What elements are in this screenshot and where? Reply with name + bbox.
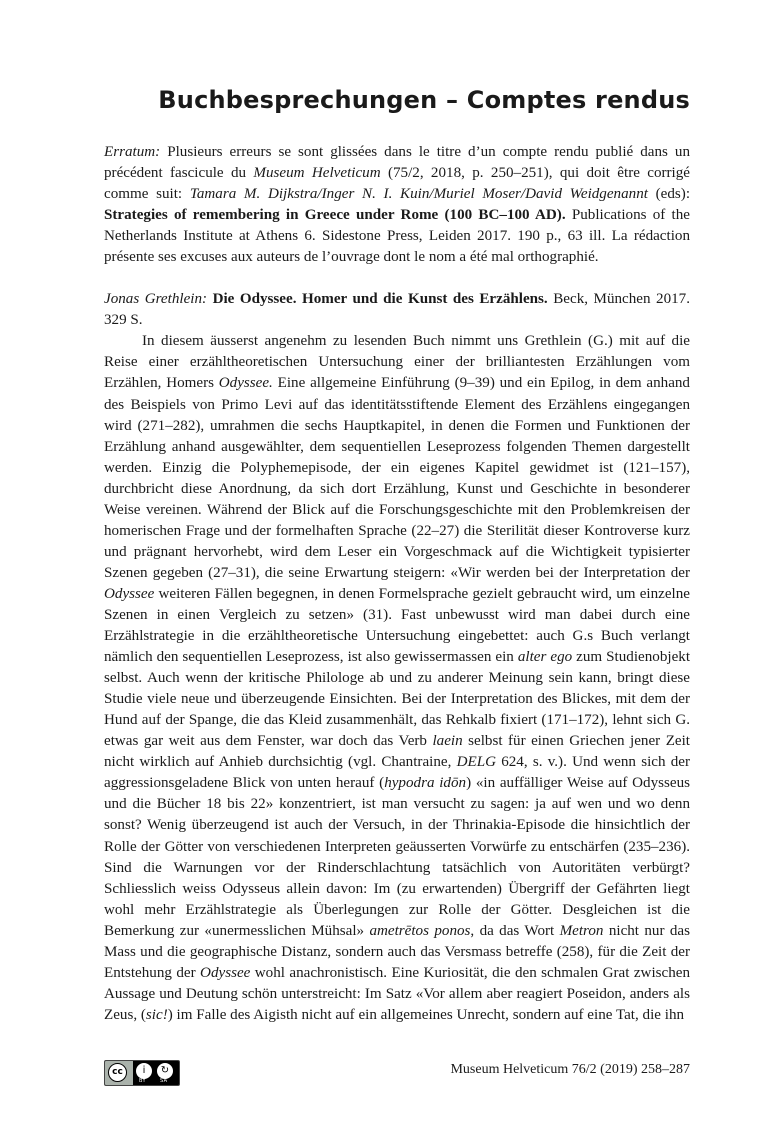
erratum-book-title: Strategies of remembering in Greece under Rome (100 BC–100 AD). xyxy=(104,207,566,224)
review-book-title: Die Odyssee. Homer und die Kunst des Erzählens. xyxy=(212,291,548,308)
review-header xyxy=(104,289,690,331)
by-label: BY xyxy=(139,1078,146,1084)
by-attribution-icon: i xyxy=(136,1063,152,1079)
cc-icon: cc xyxy=(108,1063,127,1082)
review-author: Jonas Grethlein: xyxy=(104,291,208,308)
erratum-editors: Tamara M. Dijkstra/Inger N. I. Kuin/Muriel Moser/David Weidgenannt xyxy=(189,186,648,203)
page-footer xyxy=(104,1060,690,1088)
sa-label: SA xyxy=(160,1078,168,1084)
cc-license-badge[interactable] xyxy=(104,1060,180,1086)
erratum-paragraph: Erratum: Plusieurs erreurs se sont glissées dans le titre d’un compte rendu publié dans un précédent fascicule du Museum Helveticum (75/2, 2018, p. 250–251), qui doit être corrigé comme suit: Tamara M. Dijkstra/Inger N. I. Kuin/Muriel Moser/David Weidgenannt (eds): Strategies of remembering in Greece under Rome (100 BC–100 AD). Publications of the Netherlands Institute at Athens 6. Sidestone Press, Leiden 2017. 190 p., 63 ill. La rédaction présente ses excuses aux auteurs de l’ouvrage dont le nom a été mal orthographié. xyxy=(104,144,691,266)
journal-name: Museum Helveticum xyxy=(253,165,381,182)
journal-citation: Museum Helveticum 76/2 (2019) 258–287 xyxy=(450,1062,690,1077)
review-paragraph: In diesem äusserst angenehm zu lesenden Buch nimmt uns Grethlein (G.) mit auf die Reise einer erzähltheoretischen Untersuchung einer der brilliantesten Erzählungen vom Erzählen, Homers Odyssee. Eine allgemeine Einführung (9–39) und ein Epilog, in dem anhand des Beispiels von Primo Levi auf das identitätsstiftende Element des Erzählens eingegangen wird (271–282), umrahmen die sechs Hauptkapitel, in denen die Formen und Funktionen der Erzählung anhand ausgewählter, dem sequentiellen Leseprozess folgenden Themen dargestellt werden. Einzig die Polyphemepisode, der ein eigenes Kapitel gewidmet ist (121–157), durchbricht diese Anordnung, da sich dort Erzählung, Kunst und Geschichte in besonderer Weise vereinen. Während der Blick auf die Forschungsgeschichte mit den Problemkreisen der homerischen Frage und der formelhaften Sprache (22–27) die Sterilität dieser Kontroverse kurz und prägnant hervorhebt, wird dem Leser ein Vorgeschmack auf die Wichtigkeit typisierter Szenen gegeben (27–31), die seine Erwartung steigern: «Wir werden bei der Interpretation der Odyssee weiteren Fällen begegnen, in denen Formelsprache gezielt gebraucht wird, um einzelne Szenen in einen Vergleich zu setzen» (31). Fast unbewusst wird man dabei durch eine Erzählstrategie in die erzähltheoretische Untersuchung eingebettet: auch G.s Buch verlangt nämlich den sequentiellen Leseprozess, ist also gewissermassen ein alter ego zum Studienobjekt selbst. Auch wenn der kritische Philologe ab und zu anderer Meinung sein kann, bringt diese Studie viele neue und überzeugende Einsichten. Bei der Interpretation des Blickes, mit dem der Hund auf der Spange, die das Kleid zusammenhält, das Rehkalb fixiert (171–172), lehnt sich G. etwas gar weit aus dem Fenster, war doch das Verb laein selbst für einen Griechen jener Zeit nicht wirklich auf Anhieb durchsichtig (vgl. Chantraine, DELG 624, s. v.). Und wenn sich der aggressionsgeladene Blick von unten herauf (hypodra idōn) «in auffälliger Weise auf Odysseus und die Bücher 18 bis 22» konzentriert, ist man versucht zu sagen: ja auf wen und wo denn sonst? Wenig überzeugend ist auch der Versuch, in der Thrinakia-Episode die hinsichtlich der Rolle der Götter von verschiedenen Interpreten geäusserten Vorwürfe zu entschärfen (235–236). Sind die Warnungen vor der Rinderschlachtung tatsächlich von Autoritäten verbürgt? Schliesslich weiss Odysseus allein davon: Im (zu erwartenden) Übergriff der Gefährten liegt wohl mehr Erzählstrategie als Überlegungen zur Rolle der Götter. Desgleichen ist die Bemerkung zur «unermesslichen Mühsal» ametrētos ponos, da das Wort Metron nicht nur das Mass und die geographische Distanz, sondern auch das Versmass betreffe (258), für die Zeit der Entstehung der Odyssee wohl anachronistisch. Eine Kuriosität, die den schmalen Grat zwischen Aussage und Deutung schön unterstreicht: Im Satz «Vor allem aber reagiert Poseidon, anders als Zeus, (sic!) im Falle des Aigisth nicht auf ein allgemeines Unrecht, sondern auf eine Tat, die ihn xyxy=(104,333,691,1023)
erratum-label: Erratum: xyxy=(104,144,161,160)
page-title: Buchbesprechungen – Comptes rendus xyxy=(158,86,690,114)
section-gap xyxy=(104,268,690,289)
share-alike-icon: ↻ xyxy=(157,1063,173,1079)
review-publisher: Beck, München 2017. 329 S. xyxy=(104,291,690,329)
article-body xyxy=(104,142,690,1026)
